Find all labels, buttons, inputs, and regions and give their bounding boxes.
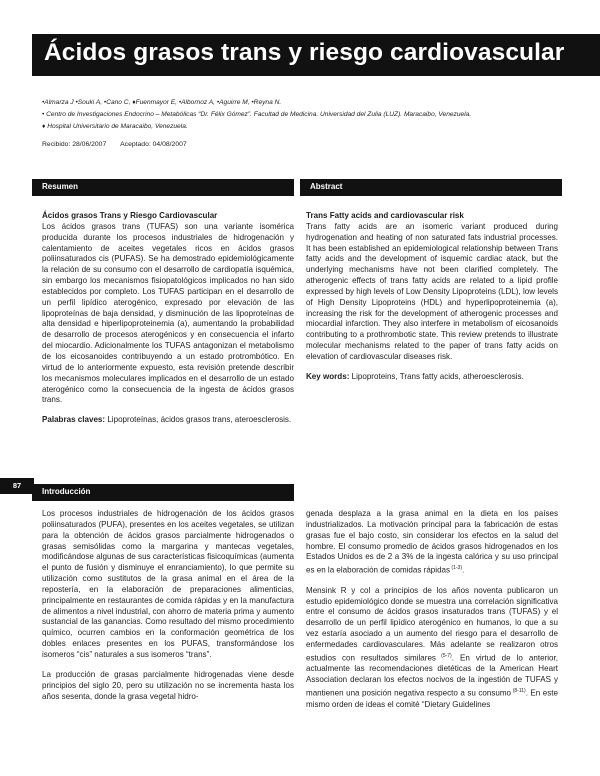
affiliation-2: ♦ Hospital Universitario de Maracaibo, Venezuela. — [42, 123, 188, 130]
received-date: Recibido: 28/06/2007 — [42, 141, 107, 148]
affiliation-1: • Centro de Investigaciones Endocrino – Metabólicas “Dr. Félix Gómez”. Facultad de Medicina. Universidad del Zulia (LUZ). Maracaibo, Venezuela. — [42, 111, 472, 118]
resumen-heading: Resumen — [42, 182, 79, 191]
abstract-title: Trans Fatty acids and cardiovascular risk — [306, 211, 464, 220]
introduccion-heading: Introducción — [42, 487, 91, 496]
resumen-heading-bar — [32, 179, 294, 196]
resumen-keywords — [42, 415, 294, 426]
intro-p3-text: genada desplaza a la grasa animal en la dieta en los países industrializados. La motivación principal para la fabricación de estas grasas fue el bajo costo, sin considerar los efectos en la salud del hombre. El consumo promedio de ácidos grasos hidrogenados en los Estados Unidos es de 2 a 3% de la ingesta calórica y su uso principal es en la elaboración de comidas rápidas — [306, 509, 558, 575]
citation-8-11: (8-11) — [511, 688, 526, 694]
resumen-body: Los ácidos grasos trans (TUFAS) son una variante isomérica producida durante los procesos industriales de hidrogenación y calentamiento de aceites vegetales ricos en ácidos grasos poliinsaturados cis (PUFAS). Se ha demostrado epidemiológicamente la relación de su consumo con el desarrollo de cardiopatía isquémica, sin embargo los mecanismos fisiopatológicos implicados no han sido establecidos por completo. Los TUFAS participan en el desarrollo de un perfil lipídico aterogénico, expresado por elevación de las lipoproteínas de baja densidad, y disminución de las lipoproteínas de alta densidad e hiperlipoproteinemia (a), aumentando la probabilidad de desarrollo de procesos aterogénicos y en consecuencia el infarto del miocardio. Adicionalmente los TUFAS antagonizan el metabolismo de los eicosanoides contribuyendo a un estado protrombótico. En virtud de lo anteriormente expuesto, esta revisión pretende describir los mecanismos moleculares implicados en el desarrollo de un estado aterogénico como la consecuencia de la ingesta de ácidos grasos trans. — [42, 221, 294, 405]
accepted-date: Aceptado: 04/08/2007 — [120, 141, 187, 148]
resumen-column — [42, 211, 294, 426]
abstract-column — [306, 211, 558, 383]
title-bar — [32, 34, 600, 76]
article-title: Ácidos grasos trans y riesgo cardiovascular — [44, 39, 565, 66]
abstract-keywords-text: Lipoproteins, Trans fatty acids, atheroesclerosis. — [349, 371, 524, 381]
intro-left-column — [42, 509, 294, 702]
abstract-keywords-label: Key words: — [306, 371, 350, 381]
abstract-heading-bar — [300, 179, 562, 196]
intro-paragraph-3 — [306, 509, 558, 577]
abstract-heading: Abstract — [310, 182, 343, 191]
author-list: •Almarza J •Souki A, •Cano C, ♦Fuenmayor E, •Albornoz A, •Aguirre M, •Reyna N. — [42, 99, 282, 106]
intro-right-column — [306, 509, 558, 710]
resumen-keywords-text: Lipoproteínas, ácidos grasos trans, ateroesclerosis. — [105, 415, 292, 425]
intro-p4-text: Mensink R y col a principios de los años noventa publicaron un estudio epidemiológico donde se muestra una correlación significativa entre el consumo de ácidos grasos insaturados trans (TUFAS) y el desarrollo de un perfil lipídico aterogénico en humanos, lo que a su vez estaría asociado a un aumento del riesgo para el desarrollo de enfermedades cardiovasculares. Más adelante se realizaron otros estudios con resultados similares — [306, 585, 558, 663]
abstract-body: Trans fatty acids are an isomeric variant produced during hydrogenation and heating of non saturated fats industrial processes. It has been established an epidemiological relationship between Trans fatty acids and the development of isquemic cardiac atack, but the underlying mechanisms have not been clarified completely. The atherogenic effects of trans fatty acids are related to a lipid profile expressed by high levels of Low Density Lipoproteins (LDL), low levels of High Density Lipoproteins (HDL) and hyperlipoproteinemia (a), increasing the risk for the development of atherogenic processes and miocardial infarction. They also interfere in metabolism of eicosanoids contributing to a prothrombotic state. This review pretends to illustrate molecular mechanisms related to the paper of trans fatty acids on elevation of cardiovascular diseases risk. — [306, 221, 558, 361]
abstract-keywords — [306, 372, 558, 383]
citation-5-7: (5-7) — [435, 652, 452, 659]
page-number: 87 — [0, 478, 34, 494]
intro-p3-end: . — [462, 565, 465, 575]
resumen-keywords-label: Palabras claves: — [42, 415, 106, 425]
intro-paragraph-2: La producción de grasas parcialmente hidrogenadas viene desde principios del siglo 20, pero su utilización no se incrementa hasta los años sesenta, donde la grasa vegetal hidro- — [42, 669, 294, 701]
resumen-title: Ácidos grasos Trans y Riesgo Cardiovascular — [42, 211, 218, 220]
intro-p4-mid: . En virtud de lo anterior, actualmente las recomendaciones dietéticas de la American Heart Association declaran los efectos nocivos de la ingestión de TUFAS y mantienen una posición negativa respecto a su consumo — [306, 653, 558, 698]
intro-p4-end: . En este mismo orden de ideas el comité “Dietary Guidelines — [306, 688, 559, 709]
authors-block — [42, 97, 582, 133]
introduccion-heading-bar — [32, 484, 294, 501]
citation-1-3: (1-3) — [450, 565, 462, 572]
intro-paragraph-4 — [306, 586, 558, 711]
dates — [42, 141, 187, 148]
intro-paragraph-1: Los procesos industriales de hidrogenación de los ácidos grasos poliinsaturados (PUFA), presentes en los aceites vegetales, se utilizan para la obtención de ácidos grasos parcialmente hidrogenados o grasas semisólidas como la margarina y mantecas vegetales, modificándose algunas de sus características fisicoquímicas (aumenta el punto de fusión y disminuye el enranciamiento), lo que permite su utilización como sustitutos de la grasa animal en el área de la repostería, en la elaboración de preparaciones alimenticias, principalmente en restaurantes de comida rápidas y en la manufactura de alimentos a nivel industrial, con ahorro de materia prima y aumento sustancial de las ganancias. Como resultado del mismo procedimiento químico, ocurren cambios en la conformación geométrica de los dobles enlaces presentes en los PUFAS, transformándose los isomeros “cis” naturales a sus isomeros “trans”. — [42, 509, 294, 659]
